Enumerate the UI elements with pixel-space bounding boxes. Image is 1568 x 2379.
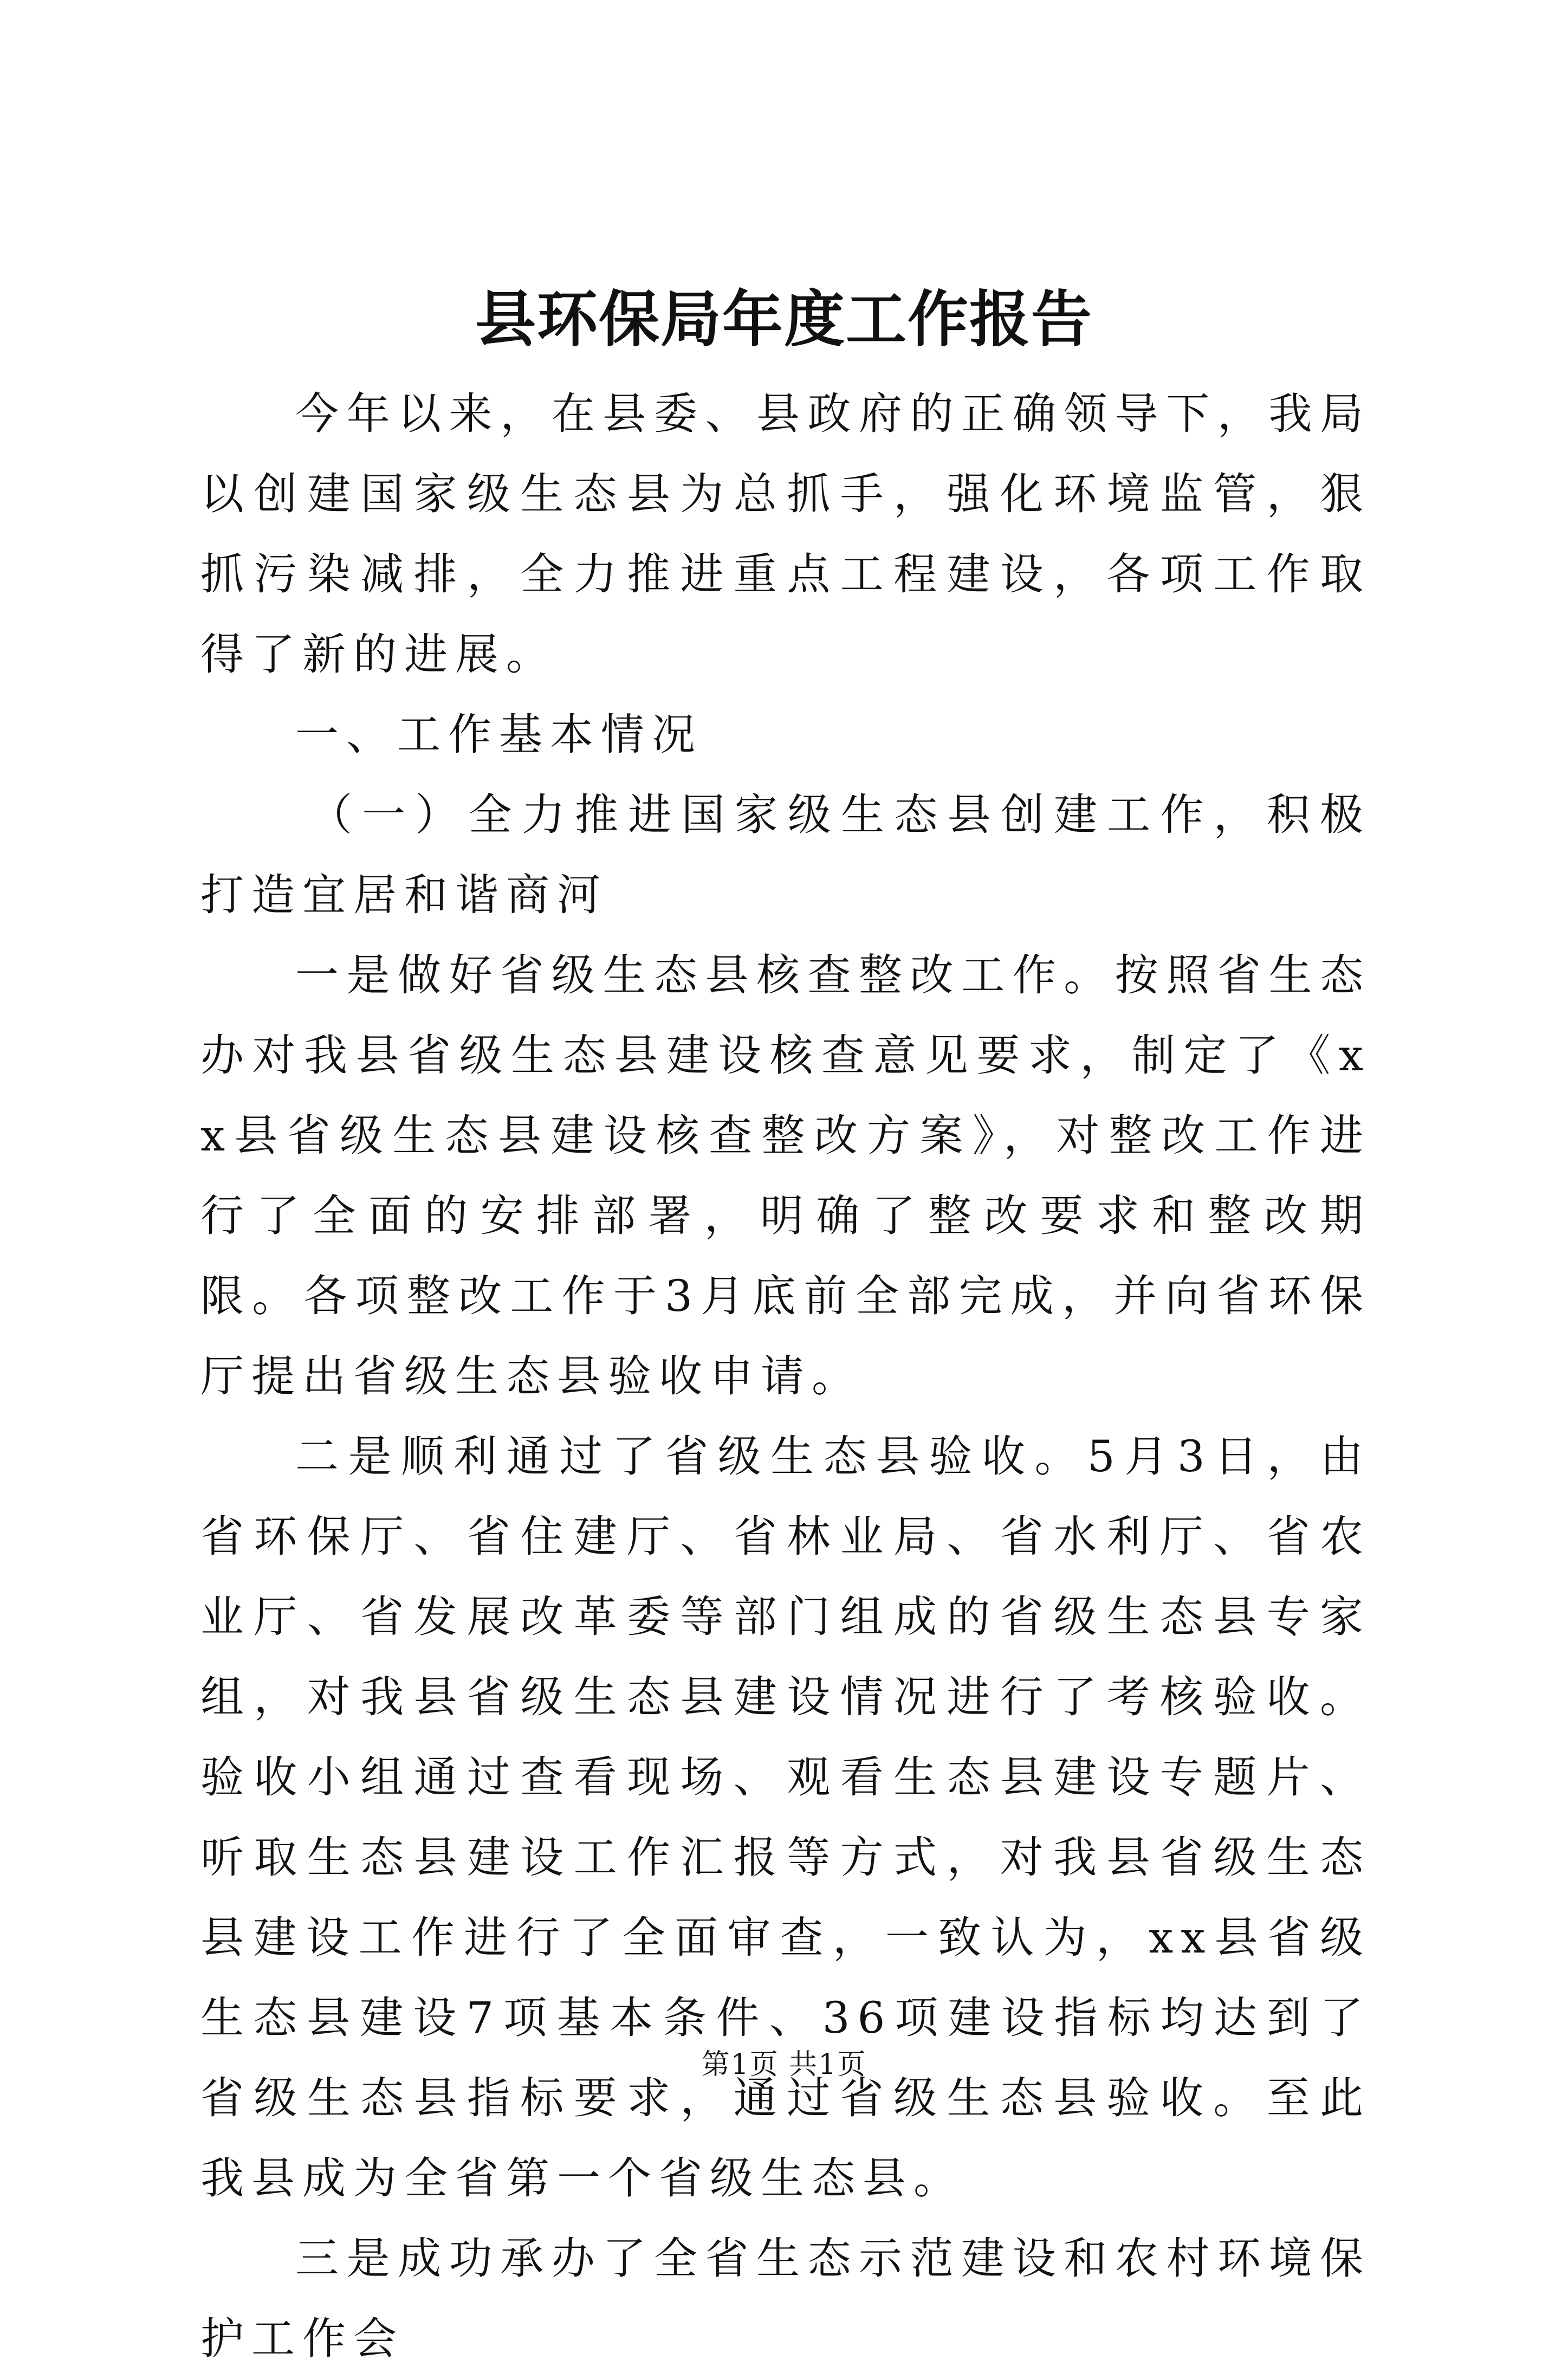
paragraph-item-2: 二是顺利通过了省级生态县验收。5月3日，由省环保厅、省住建厅、省林业局、省水利厅、省农业厅、省发展改革委等部门组成的省级生态县专家组，对我县省级生态县建设情况进行了考核验收。验收小组通过查看现场、观看生态县建设专题片、听取生态县建设工作汇报等方式，对我县省级生态县建设工作进行了全面审查，一致认为，xx县省级生态县建设7项基本条件、36项建设指标均达到了省级生态县指标要求，通过省级生态县验收。至此我县成为全省第一个省级生态县。 [200, 1431, 1371, 2203]
subsection-heading: （一）全力推进国家级生态县创建工作，积极打造宜居和谐商河 [200, 790, 1371, 920]
section-heading: 一、工作基本情况 [295, 709, 703, 760]
paragraph-intro: 今年以来，在县委、县政府的正确领导下，我局以创建国家级生态县为总抓手，强化环境监管，狠抓污染减排，全力推进重点工程建设，各项工作取得了新的进展。 [200, 389, 1371, 680]
document-title: 县环保局年度工作报告 [475, 284, 1093, 355]
paragraph-item-1: 一是做好省级生态县核查整改工作。按照省生态办对我县省级生态县建设核查意见要求，制定了《xx县省级生态县建设核查整改方案》，对整改工作进行了全面的安排部署，明确了整改要求和整改期限。各项整改工作于3月底前全部完成，并向省环保厅提出省级生态县验收申请。 [200, 950, 1371, 1401]
paragraph-item-3: 三是成功承办了全省生态示范建设和农村环境保护工作会 [200, 2233, 1371, 2364]
page-footer: 第1页 共1页 [701, 2048, 867, 2081]
